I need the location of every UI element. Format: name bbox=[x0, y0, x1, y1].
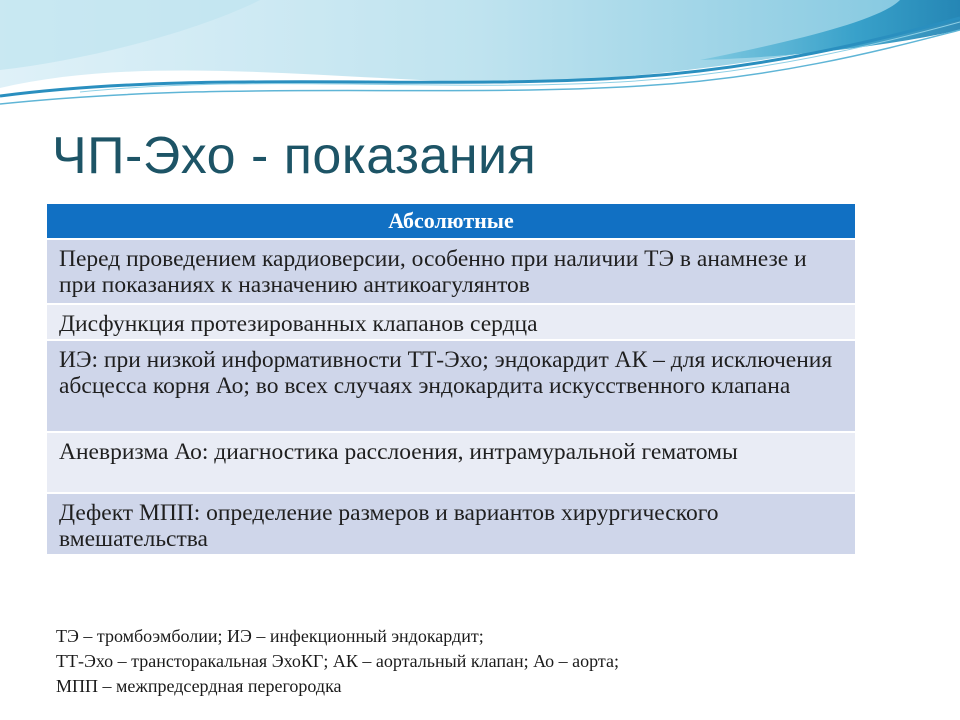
table-row: Перед проведением кардиоверсии, особенно при наличии ТЭ в анамнезе и при показаниях к назначению антикоагулянтов bbox=[47, 238, 855, 303]
footnote-line: ТЭ – тромбоэмболии; ИЭ – инфекционный эндокардит; bbox=[56, 626, 484, 646]
footnote-line: МПП – межпредсердная перегородка bbox=[56, 676, 342, 696]
table-row: ИЭ: при низкой информативности ТТ-Эхо; эндокардит АК – для исключения абсцесса корня Ао; во всех случаях эндокардита искусственного клапана bbox=[47, 339, 855, 431]
table-row: Дефект МПП: определение размеров и вариантов хирургического вмешательства bbox=[47, 492, 855, 554]
decorative-wave-header bbox=[0, 0, 960, 120]
table-header: Абсолютные bbox=[47, 204, 855, 238]
indications-table bbox=[47, 204, 855, 554]
slide-title: ЧП-Эхо - показания bbox=[52, 127, 537, 185]
abbreviations-footnote bbox=[56, 624, 619, 699]
table-row: Дисфункция протезированных клапанов сердца bbox=[47, 303, 855, 339]
table-row: Аневризма Ао: диагностика расслоения, интрамуральной гематомы bbox=[47, 431, 855, 492]
footnote-line: ТТ-Эхо – трансторакальная ЭхоКГ; АК – аортальный клапан; Ао – аорта; bbox=[56, 651, 620, 671]
